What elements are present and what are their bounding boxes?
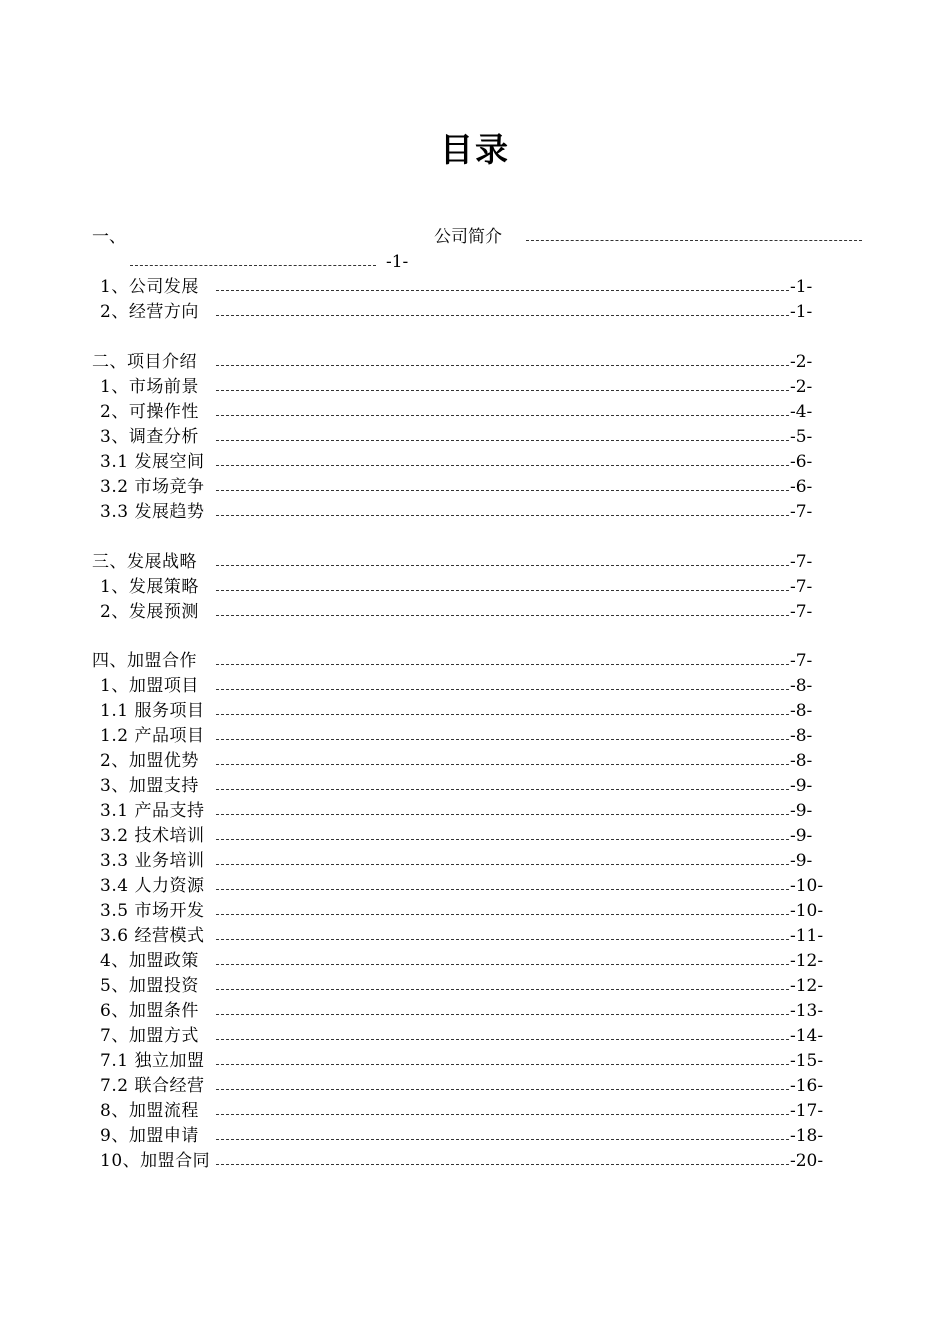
toc-entry[interactable] [92, 600, 852, 625]
toc-entry-label: 1.1 服务项目 [100, 701, 205, 721]
toc-page-number: -2- [790, 377, 813, 397]
toc-leader-dots [526, 240, 862, 241]
toc-leader-dots [216, 1139, 789, 1140]
toc-entry-label: 7.2 联合经营 [100, 1076, 205, 1096]
toc-page-number: -8- [790, 676, 813, 696]
toc-page-number: -10- [790, 876, 824, 896]
toc-entry[interactable] [92, 849, 852, 874]
toc-entry-label: 3.1 产品支持 [100, 801, 205, 821]
toc-entry-label: 3.3 业务培训 [100, 851, 205, 871]
toc-leader-dots [216, 789, 789, 790]
toc-entry[interactable] [92, 425, 852, 450]
toc-entry-label: 7、加盟方式 [100, 1026, 199, 1046]
toc-entry-label: 1、市场前景 [100, 377, 199, 397]
toc-page-number: -5- [790, 427, 813, 447]
toc-entry-label: 7.1 独立加盟 [100, 1051, 205, 1071]
toc-entry[interactable] [92, 699, 852, 724]
toc-page-number: -13- [790, 1001, 824, 1021]
toc-entry-label: 2、经营方向 [100, 302, 199, 322]
toc-entry[interactable] [92, 899, 852, 924]
toc-entry[interactable] [92, 1074, 852, 1099]
toc-entry-label: 3、加盟支持 [100, 776, 199, 796]
toc-page-number: -1- [790, 277, 813, 297]
toc-entry-label: 1、发展策略 [100, 577, 199, 597]
toc-leader-dots [216, 490, 789, 491]
toc-entry-label: 2、加盟优势 [100, 751, 199, 771]
toc-page-number: -4- [790, 402, 813, 422]
toc-entry-label: 2、可操作性 [100, 402, 199, 422]
toc-leader-dots [216, 415, 789, 416]
toc-entry[interactable] [92, 1049, 852, 1074]
toc-leader-dots [216, 989, 789, 990]
toc-leader-dots [216, 764, 789, 765]
toc-entry-label: 4、加盟政策 [100, 951, 199, 971]
toc-entry[interactable] [92, 400, 852, 425]
toc-entry[interactable] [92, 999, 852, 1024]
toc-leader-dots [216, 615, 789, 616]
toc-entry[interactable] [92, 300, 852, 325]
toc-page-number: -2- [790, 352, 813, 372]
toc-leader-dots [216, 290, 789, 291]
toc-page-number: -18- [790, 1126, 824, 1146]
toc-entry[interactable] [92, 774, 852, 799]
toc-entry[interactable] [92, 1124, 852, 1149]
toc-entry-label: 1、公司发展 [100, 277, 199, 297]
toc-page-number: -20- [790, 1151, 824, 1171]
toc-entry-label: 9、加盟申请 [100, 1126, 199, 1146]
toc-leader-dots [216, 315, 789, 316]
toc-entry-label: 四、加盟合作 [92, 651, 197, 671]
toc-entry-label: 1、加盟项目 [100, 676, 199, 696]
toc-leader-dots [216, 465, 789, 466]
toc-page-number: -12- [790, 976, 824, 996]
toc-leader-dots [216, 964, 789, 965]
toc-entry-label: 3.2 市场竞争 [100, 477, 205, 497]
toc-entry-label: 8、加盟流程 [100, 1101, 199, 1121]
toc-entry[interactable] [92, 799, 852, 824]
toc-page-number: -12- [790, 951, 824, 971]
toc-leader-dots [216, 889, 789, 890]
toc-entry-label: 3.6 经营模式 [100, 926, 205, 946]
toc-page-number: -14- [790, 1026, 824, 1046]
toc-entry[interactable] [92, 924, 852, 949]
toc-page-number: -10- [790, 901, 824, 921]
toc-entry-label: 2、发展预测 [100, 602, 199, 622]
toc-page-number: -11- [790, 926, 824, 946]
toc-leader-dots [216, 390, 789, 391]
toc-entry[interactable] [92, 350, 852, 375]
toc-leader-dots [216, 839, 789, 840]
toc-entry[interactable] [92, 874, 852, 899]
toc-entry-label: 3.4 人力资源 [100, 876, 205, 896]
toc-entry[interactable] [92, 674, 852, 699]
toc-page-number: -6- [790, 477, 813, 497]
toc-page-number: -7- [790, 602, 813, 622]
toc-leader-dots [216, 814, 789, 815]
toc-leader-dots [216, 714, 789, 715]
toc-entry-company-intro[interactable] [92, 225, 862, 250]
toc-entry[interactable] [92, 375, 852, 400]
toc-entry[interactable] [92, 450, 852, 475]
toc-entry[interactable] [92, 824, 852, 849]
toc-page-number: -16- [790, 1076, 824, 1096]
toc-page-number: -9- [790, 801, 813, 821]
toc-entry[interactable] [92, 500, 852, 525]
toc-entry-label: 三、发展战略 [92, 552, 197, 572]
toc-leader-dots [216, 1014, 789, 1015]
toc-entry-label: 3.3 发展趋势 [100, 502, 205, 522]
toc-page-number: -9- [790, 776, 813, 796]
toc-entry-number: 一、 [92, 227, 126, 247]
toc-leader-dots [216, 1114, 789, 1115]
toc-entry[interactable] [92, 749, 852, 774]
toc-leader-dots [216, 664, 789, 665]
toc-page-number: -17- [790, 1101, 824, 1121]
toc-page-number: -7- [790, 552, 813, 572]
toc-entry-label: 二、项目介绍 [92, 352, 197, 372]
page-title: 目录 [440, 130, 510, 169]
toc-leader-dots [216, 689, 789, 690]
toc-page-number: -9- [790, 826, 813, 846]
toc-page-number: -7- [790, 502, 813, 522]
toc-entry[interactable] [92, 550, 852, 575]
toc-entry[interactable] [92, 974, 852, 999]
toc-leader-dots [216, 1164, 789, 1165]
toc-entry-company-intro-continued [130, 250, 430, 275]
toc-page-number: -1- [386, 252, 409, 272]
toc-page-number: -7- [790, 651, 813, 671]
toc-leader-dots [216, 590, 789, 591]
toc-entry-label: 公司简介 [434, 227, 502, 247]
toc-page-number: -8- [790, 701, 813, 721]
toc-page-number: -8- [790, 726, 813, 746]
toc-entry-label: 3、调查分析 [100, 427, 199, 447]
toc-entry-label: 3.2 技术培训 [100, 826, 205, 846]
toc-entry[interactable] [92, 475, 852, 500]
toc-entry-label: 3.1 发展空间 [100, 452, 205, 472]
toc-leader-dots [216, 939, 789, 940]
toc-entry[interactable] [92, 1099, 852, 1124]
toc-page-number: -15- [790, 1051, 824, 1071]
toc-entry-label: 6、加盟条件 [100, 1001, 199, 1021]
toc-leader-dots [216, 1039, 789, 1040]
toc-entry[interactable] [92, 649, 852, 674]
toc-leader-dots [216, 739, 789, 740]
toc-entry[interactable] [92, 949, 852, 974]
toc-page-number: -1- [790, 302, 813, 322]
toc-entry-label: 1.2 产品项目 [100, 726, 205, 746]
toc-entry-label: 5、加盟投资 [100, 976, 199, 996]
toc-leader-dots [216, 1089, 789, 1090]
toc-entry-label: 3.5 市场开发 [100, 901, 205, 921]
toc-entry[interactable] [92, 1149, 852, 1174]
toc-leader-dots [216, 565, 789, 566]
toc-leader-dots [216, 914, 789, 915]
toc-leader-dots [216, 864, 789, 865]
toc-page-number: -9- [790, 851, 813, 871]
toc-leader-dots [130, 265, 376, 266]
toc-page-number: -8- [790, 751, 813, 771]
toc-leader-dots [216, 365, 789, 366]
toc-entry[interactable] [92, 275, 852, 300]
toc-entry[interactable] [92, 1024, 852, 1049]
toc-leader-dots [216, 515, 789, 516]
toc-page-number: -6- [790, 452, 813, 472]
toc-entry-label: 10、加盟合同 [100, 1151, 211, 1171]
toc-leader-dots [216, 440, 789, 441]
toc-leader-dots [216, 1064, 789, 1065]
toc-entry[interactable] [92, 575, 852, 600]
toc-entry[interactable] [92, 724, 852, 749]
toc-page-number: -7- [790, 577, 813, 597]
